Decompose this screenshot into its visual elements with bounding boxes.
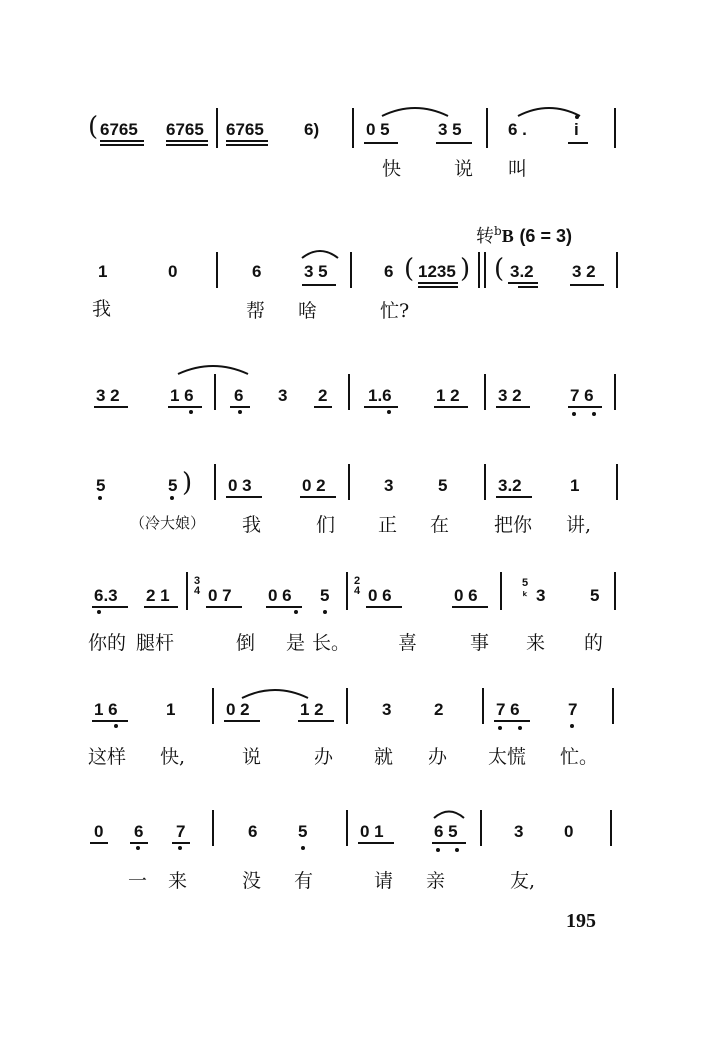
- note: 3: [536, 586, 546, 605]
- note: 0 6: [454, 586, 478, 605]
- lyric: 我: [92, 298, 112, 320]
- note: 6): [304, 120, 320, 139]
- lyric: 说: [454, 158, 474, 180]
- lyric: 快: [382, 158, 402, 180]
- note: 2 1: [146, 586, 170, 605]
- lyric: 腿杆: [136, 632, 175, 654]
- bar-line: [482, 688, 484, 724]
- note: 1: [98, 262, 108, 281]
- lyric: 的: [584, 632, 604, 654]
- lyric: 来: [168, 870, 188, 892]
- lyric: 友,: [510, 870, 536, 892]
- note: 1 6: [94, 700, 118, 719]
- note: 0 6: [268, 586, 292, 605]
- note: 3 2: [96, 386, 120, 405]
- note: 6.3: [94, 586, 118, 605]
- lyric: 请: [374, 870, 394, 892]
- close-paren: ): [460, 254, 471, 284]
- bar-line: [614, 374, 616, 410]
- time-signature: 3 4: [194, 575, 201, 597]
- note: 0 5: [366, 120, 390, 139]
- lyric: 太慌: [488, 746, 527, 768]
- tie-arc: [300, 246, 340, 260]
- speaker-label: （冷大娘）: [130, 514, 206, 532]
- note: 2: [318, 386, 328, 405]
- lyric: 你的: [88, 632, 127, 654]
- bar-line: [214, 374, 216, 410]
- lyric: 亲: [426, 870, 446, 892]
- bar-line: [216, 252, 218, 288]
- bar-line: [500, 572, 502, 610]
- note: 0 6: [368, 586, 392, 605]
- bar-line: [480, 810, 482, 846]
- note: 6: [252, 262, 262, 281]
- bar-line: [346, 810, 348, 846]
- bar-line: [616, 464, 618, 500]
- note: 6 5: [434, 822, 458, 841]
- lyric: 喜: [398, 632, 418, 654]
- open-paren: (: [404, 254, 415, 284]
- bar-line: [610, 810, 612, 846]
- lyric: 办: [428, 746, 448, 768]
- grace-note: 5 ₖ: [522, 577, 529, 599]
- note: 7 6: [496, 700, 520, 719]
- double-bar-line: [484, 252, 486, 288]
- lyric: 有: [294, 870, 314, 892]
- note: 6765: [166, 120, 204, 139]
- note: 0 1: [360, 822, 384, 841]
- close-paren: ): [182, 468, 193, 498]
- note: 1 2: [436, 386, 460, 405]
- lyric: 是: [286, 632, 306, 654]
- note: 6 .: [508, 120, 527, 139]
- lyric: 就: [374, 746, 394, 768]
- note: 5: [590, 586, 600, 605]
- bar-line: [214, 464, 216, 500]
- lyric: 说: [242, 746, 262, 768]
- bar-line: [348, 464, 350, 500]
- bar-line: [352, 108, 354, 148]
- note: 5: [96, 476, 106, 495]
- lyric: 我: [242, 514, 262, 536]
- note: 5: [298, 822, 308, 841]
- note: 1.6: [368, 386, 392, 405]
- bar-line: [614, 108, 616, 148]
- note: 3 2: [572, 262, 596, 281]
- note: 3 5: [438, 120, 462, 139]
- note: 3: [514, 822, 524, 841]
- tie-arc: [380, 102, 450, 118]
- note: 6765: [226, 120, 264, 139]
- bar-line: [486, 108, 488, 148]
- bar-line: [612, 688, 614, 724]
- bar-line: [346, 572, 348, 610]
- note: 3.2: [498, 476, 522, 495]
- lyric: 啥: [298, 300, 318, 322]
- bar-line: [484, 464, 486, 500]
- lyric: 把你: [494, 514, 533, 536]
- page-number: 195: [566, 910, 596, 932]
- lyric: 忙?: [380, 300, 410, 322]
- note: 6: [234, 386, 244, 405]
- note: 1: [570, 476, 580, 495]
- bar-line: [616, 252, 618, 288]
- lyric: 办: [314, 746, 334, 768]
- lyric: 事: [470, 632, 490, 654]
- bar-line: [346, 688, 348, 724]
- note: 3: [382, 700, 392, 719]
- note: 2: [434, 700, 444, 719]
- lyric: 一: [128, 870, 148, 892]
- lyric: 没: [242, 870, 262, 892]
- lyric: 这样: [88, 746, 127, 768]
- lyric: 们: [316, 514, 336, 536]
- lyric: 帮: [246, 300, 266, 322]
- tie-arc: [240, 686, 310, 700]
- lyric: 倒: [236, 632, 256, 654]
- note: 6: [248, 822, 258, 841]
- key-change-marking: 转$^b$B (6 = 3): [476, 224, 572, 247]
- note: 7 6: [570, 386, 594, 405]
- note: 0: [168, 262, 178, 281]
- note: 6: [384, 262, 394, 281]
- bar-line: [484, 374, 486, 410]
- note: 6: [134, 822, 144, 841]
- open-paren: (: [88, 112, 99, 142]
- lyric: 在: [430, 514, 450, 536]
- bar-line: [216, 108, 218, 148]
- bar-line: [348, 374, 350, 410]
- note: 6765: [100, 120, 138, 139]
- note: 0 2: [302, 476, 326, 495]
- lyric: 忙。: [560, 746, 599, 768]
- tie-arc: [432, 808, 466, 820]
- lyric: 讲,: [566, 514, 592, 536]
- open-paren: (: [494, 254, 505, 284]
- note: 3.2: [510, 262, 534, 281]
- note: 0: [94, 822, 104, 841]
- note: 5: [438, 476, 448, 495]
- note: 5: [168, 476, 178, 495]
- note: 1 6: [170, 386, 194, 405]
- note: 1 2: [300, 700, 324, 719]
- note: 5: [320, 586, 330, 605]
- time-signature: 2 4: [354, 575, 361, 597]
- lyric: 快,: [160, 746, 186, 768]
- bar-line: [186, 572, 188, 610]
- lyric: 长。: [312, 632, 351, 654]
- bar-line: [212, 810, 214, 846]
- note: 1: [166, 700, 176, 719]
- tie-arc: [516, 102, 582, 118]
- bar-line: [212, 688, 214, 724]
- note: 1235: [418, 262, 456, 281]
- note: 0 7: [208, 586, 232, 605]
- tie-arc: [176, 360, 250, 376]
- note: 0: [564, 822, 574, 841]
- note: 3: [384, 476, 394, 495]
- note: 7: [568, 700, 578, 719]
- note: i: [574, 120, 579, 139]
- lyric: 正: [378, 514, 398, 536]
- bar-line: [614, 572, 616, 610]
- note: 3 5: [304, 262, 328, 281]
- note: 3: [278, 386, 288, 405]
- note: 3 2: [498, 386, 522, 405]
- lyric: 来: [526, 632, 546, 654]
- note: 0 2: [226, 700, 250, 719]
- note: 0 3: [228, 476, 252, 495]
- note: 7: [176, 822, 186, 841]
- bar-line: [350, 252, 352, 288]
- lyric: 叫: [508, 158, 528, 180]
